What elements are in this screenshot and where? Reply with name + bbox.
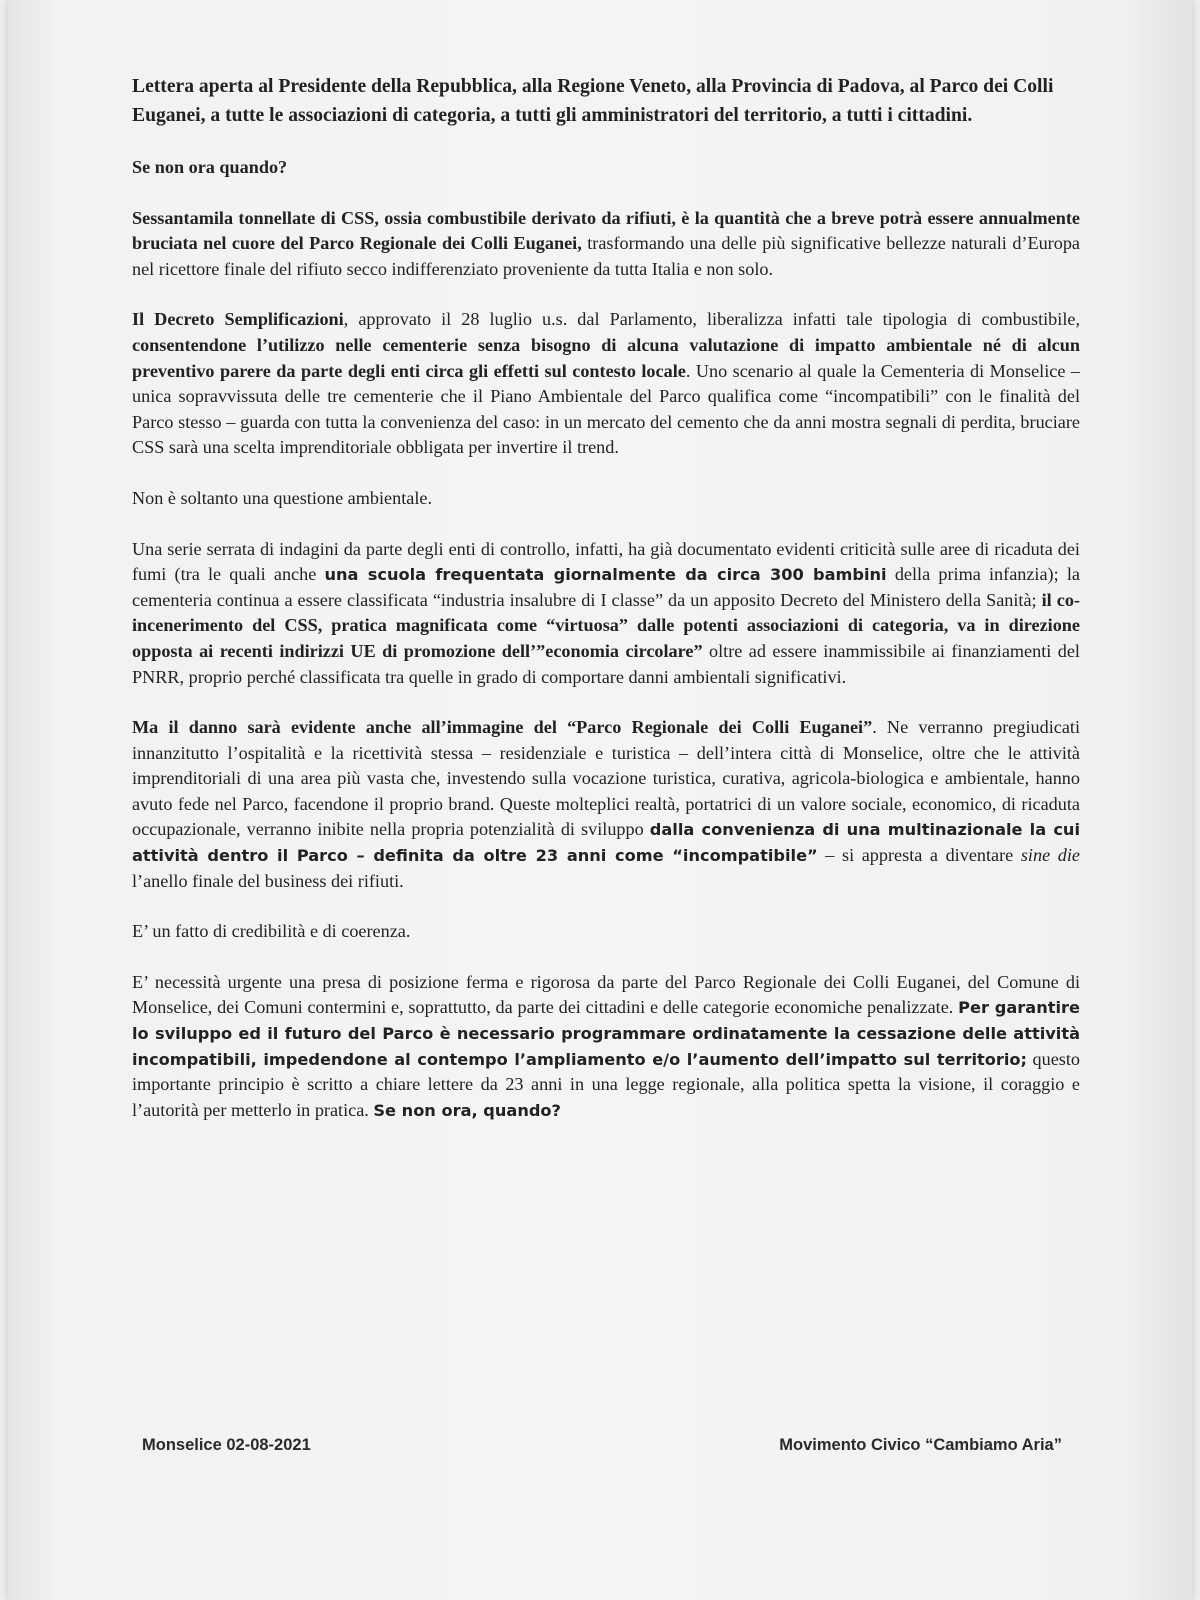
- p2-bold-2: consentendone l’utilizzo nelle cementerie senza bisogno di alcuna valutazione di impatto ambientale né di alcun preventivo parere da parte degli enti circa gli effetti sul contesto locale: [132, 334, 1080, 381]
- p2-text-1: , approvato il 28 luglio u.s. dal Parlamento, liberalizza infatti tale tipologia di combustibile,: [343, 309, 1080, 330]
- paragraph-7: [132, 970, 1080, 1124]
- p5-italic-1: sine die: [1020, 845, 1080, 866]
- p2-text-2: . Uno scenario al quale la Cementeria di Monselice – unica sopravvissuta delle tre cementerie che il Piano Ambientale del Parco qualifica come “incompatibili” con le finalità del Parco stesso – guarda con tutta la convenienza del caso: in un mercato del cemento che da anni mostra segnali di perdita, bruciare CSS sarà una scelta imprenditoriale obbligata per invertire il trend.: [132, 360, 1080, 458]
- p1-text-1: trasformando una delle più significative bellezze naturali d’Europa nel ricettore finale del rifiuto secco indifferenziato proveniente da tutta Italia e non solo.: [132, 233, 1080, 279]
- paragraph-4: [132, 537, 1080, 691]
- letter-subtitle: Se non ora quando?: [132, 157, 288, 177]
- paper-sheet: [8, 0, 1192, 1600]
- p7-text-1: E’ necessità urgente una presa di posizione ferma e rigorosa da parte del Parco Regionale dei Colli Euganei, del Comune di Monselice, dei Comuni contermini e, soprattutto, da parte dei cittadini e delle categorie economiche penalizzate.: [132, 971, 1080, 1018]
- paragraph-5: [132, 715, 1080, 894]
- paragraph-1: [132, 206, 1080, 283]
- p5-bold-1: Ma il danno sarà evidente anche all’immagine del “Parco Regionale dei Colli Euganei”: [132, 717, 873, 738]
- p7-bold-2: Se non ora, quando?: [373, 1100, 561, 1120]
- place-date: Monselice 02-08-2021: [142, 1436, 311, 1454]
- signature: Movimento Civico “Cambiamo Aria”: [779, 1436, 1062, 1454]
- p4-text-2: della prima infanzia); la cementeria continua a essere classificata “industria insalubre di I classe” da un apposito Decreto del Ministero della Sanità;: [132, 564, 1080, 610]
- p4-bold-2: il co-incenerimento del CSS, pratica magnificata come “virtuosa” dalle potenti associazioni di categoria, va in direzione opposta ai recenti indirizzi UE di promozione dell’”economia circolare”: [132, 589, 1080, 661]
- p4-text-3: oltre ad essere inammissibile ai finanziamenti del PNRR, proprio perché classificata tra quelle in grado di comportare danni ambientali significativi.: [132, 640, 1080, 687]
- p5-text-1: . Ne verranno pregiudicati innanzitutto l’ospitalità e la ricettività stessa – residenziale e turistica – dell’intera città di Monselice, oltre che le attività imprenditoriali di una area più vasta che, investendo sulla vocazione turistica, curativa, agricola-biologica e ambientale, hanno avuto fede nel Parco, facendone il proprio brand. Queste molteplici realtà, portatrici di un valore sociale, economico, di ricaduta occupazionale, verranno inibite nella propria potenzialità di sviluppo: [132, 717, 1080, 840]
- p4-bold-1: una scuola frequentata giornalmente da circa 300 bambini: [324, 565, 887, 585]
- p5-text-2: – si appresta a diventare: [817, 845, 1021, 866]
- p1-bold-1: Sessantamila tonnellate di CSS, ossia combustibile derivato da rifiuti, è la quantità che a breve potrà essere annualmente bruciata nel cuore del Parco Regionale dei Colli Euganei,: [132, 207, 1080, 254]
- letter-body: [132, 72, 1080, 1148]
- p7-text-2: questo importante principio è scritto a chiare lettere da 23 anni in una legge regionale, alla politica spetta la visione, il coraggio e l’autorità per metterlo in pratica.: [132, 1048, 1080, 1120]
- p2-bold-1: Il Decreto Semplificazioni: [132, 309, 344, 330]
- p5-text-3: l’anello finale del business dei rifiuti.: [132, 870, 404, 891]
- paragraph-3: Non è soltanto una questione ambientale.: [132, 487, 433, 508]
- letter-title: Lettera aperta al Presidente della Repubblica, alla Regione Veneto, alla Provincia di Padova, al Parco dei Colli Euganei, a tutte le associazioni di categoria, a tutti gli amministratori del territorio, a tutti i cittadini.: [132, 76, 1054, 126]
- paragraph-2: [132, 307, 1080, 461]
- p4-text-1: Una serie serrata di indagini da parte degli enti di controllo, infatti, ha già documentato evidenti criticità sulle aree di ricaduta dei fumi (tra le quali anche: [132, 538, 1080, 585]
- p7-bold-1: Per garantire lo sviluppo ed il futuro del Parco è necessario programmare ordinatamente la cessazione delle attività incompatibili, impedendone al contempo l’ampliamento e/o l’aumento dell’impatto sul territorio;: [132, 998, 1080, 1069]
- paragraph-6: E’ un fatto di credibilità e di coerenza.: [132, 921, 411, 942]
- p5-bold-2: dalla convenienza di una multinazionale la cui attività dentro il Parco – definita da oltre 23 anni come “incompatibile”: [132, 820, 1080, 866]
